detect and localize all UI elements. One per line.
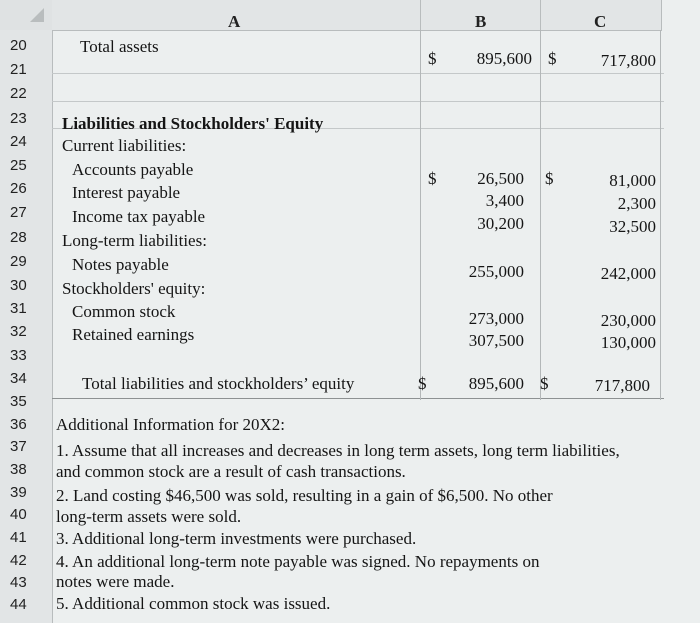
total-assets-label[interactable]: Total assets	[80, 37, 159, 56]
row-number[interactable]: 36	[10, 416, 27, 433]
total-assets-b[interactable]: 895,600	[476, 49, 532, 68]
row-number[interactable]: 34	[10, 370, 27, 387]
row-number[interactable]: 29	[10, 253, 27, 270]
currency-symbol: $	[540, 374, 549, 393]
additional-info-line[interactable]: long-term assets were sold.	[56, 507, 242, 526]
long-term-liabilities-label[interactable]: Long-term liabilities:	[62, 231, 207, 250]
total-liabilities-label[interactable]: Total liabilities and stockholders’ equity	[82, 374, 355, 393]
currency-symbol: $	[545, 169, 554, 188]
row-number[interactable]: 38	[10, 461, 27, 478]
row-number[interactable]: 21	[10, 61, 27, 78]
retained-earnings-b[interactable]: 307,500	[468, 331, 524, 350]
row-number[interactable]: 42	[10, 552, 27, 569]
column-header-b[interactable]	[421, 0, 541, 31]
accounts-payable-label[interactable]: Accounts payable	[72, 160, 194, 179]
gridline	[52, 101, 664, 102]
row-number[interactable]: 24	[10, 133, 27, 150]
currency-symbol: $	[548, 49, 557, 68]
row-number[interactable]: 25	[10, 157, 27, 174]
interest-payable-label[interactable]: Interest payable	[72, 183, 181, 202]
retained-earnings-c[interactable]: 130,000	[600, 333, 656, 352]
stockholders-equity-label[interactable]: Stockholders' equity:	[62, 279, 206, 298]
gridline	[540, 30, 541, 400]
row-number[interactable]: 39	[10, 484, 27, 501]
income-tax-payable-b[interactable]: 30,200	[477, 214, 524, 233]
gridline	[660, 30, 661, 400]
notes-payable-b[interactable]: 255,000	[468, 262, 524, 281]
row-number[interactable]: 23	[10, 110, 27, 127]
column-c-label: C	[594, 12, 607, 31]
additional-info-line[interactable]: 4. An additional long-term note payable was signed. No repayments on	[56, 552, 540, 571]
row-number[interactable]: 41	[10, 529, 27, 546]
row-number[interactable]: 37	[10, 438, 27, 455]
income-tax-payable-c[interactable]: 32,500	[609, 217, 656, 236]
total-liabilities-b[interactable]: 895,600	[468, 374, 524, 393]
interest-payable-c[interactable]: 2,300	[617, 194, 656, 213]
additional-info-line[interactable]: 3. Additional long-term investments were purchased.	[56, 529, 417, 548]
row-number[interactable]: 31	[10, 300, 27, 317]
currency-symbol: $	[428, 49, 437, 68]
row-number[interactable]: 30	[10, 277, 27, 294]
gridline	[52, 398, 664, 399]
total-liabilities-c[interactable]: 717,800	[594, 376, 650, 395]
row-number[interactable]: 35	[10, 393, 27, 410]
row-number[interactable]: 32	[10, 323, 27, 340]
row-number[interactable]: 28	[10, 229, 27, 246]
common-stock-b[interactable]: 273,000	[468, 309, 524, 328]
row-number[interactable]: 22	[10, 85, 27, 102]
gridline	[420, 30, 421, 400]
additional-info-line[interactable]: and common stock are a result of cash transactions.	[56, 462, 406, 481]
additional-info-line[interactable]: 1. Assume that all increases and decreases in long term assets, long term liabilities,	[56, 441, 620, 460]
income-tax-payable-label[interactable]: Income tax payable	[72, 207, 206, 226]
additional-info-line[interactable]: notes were made.	[56, 572, 175, 591]
interest-payable-b[interactable]: 3,400	[485, 191, 524, 210]
row-number[interactable]: 26	[10, 180, 27, 197]
liabilities-heading[interactable]: Liabilities and Stockholders' Equity	[62, 114, 324, 133]
additional-info-line[interactable]: 2. Land costing $46,500 was sold, resulting in a gain of $6,500. No other	[56, 486, 553, 505]
row-number[interactable]: 43	[10, 574, 27, 591]
column-b-label: B	[475, 12, 487, 31]
retained-earnings-label[interactable]: Retained earnings	[72, 325, 195, 344]
row-number[interactable]: 44	[10, 596, 27, 613]
total-assets-c[interactable]: 717,800	[600, 51, 656, 70]
row-number[interactable]: 27	[10, 204, 27, 221]
select-all-icon	[30, 8, 44, 22]
row-number[interactable]: 40	[10, 506, 27, 523]
accounts-payable-b[interactable]: 26,500	[477, 169, 524, 188]
common-stock-label[interactable]: Common stock	[72, 302, 176, 321]
notes-payable-label[interactable]: Notes payable	[72, 255, 169, 274]
row-number[interactable]: 20	[10, 37, 27, 54]
row-number[interactable]: 33	[10, 347, 27, 364]
gridline	[52, 73, 664, 74]
currency-symbol: $	[428, 169, 437, 188]
accounts-payable-c[interactable]: 81,000	[609, 171, 656, 190]
select-all-corner[interactable]	[0, 0, 52, 30]
currency-symbol: $	[418, 374, 427, 393]
additional-info-line[interactable]: 5. Additional common stock was issued.	[56, 594, 331, 613]
column-header-c[interactable]	[541, 0, 662, 31]
common-stock-c[interactable]: 230,000	[600, 311, 656, 330]
current-liabilities-label[interactable]: Current liabilities:	[62, 136, 187, 155]
column-header-a[interactable]	[52, 0, 421, 31]
column-a-label: A	[228, 12, 241, 31]
additional-info-heading[interactable]: Additional Information for 20X2:	[56, 415, 285, 434]
notes-payable-c[interactable]: 242,000	[600, 264, 656, 283]
